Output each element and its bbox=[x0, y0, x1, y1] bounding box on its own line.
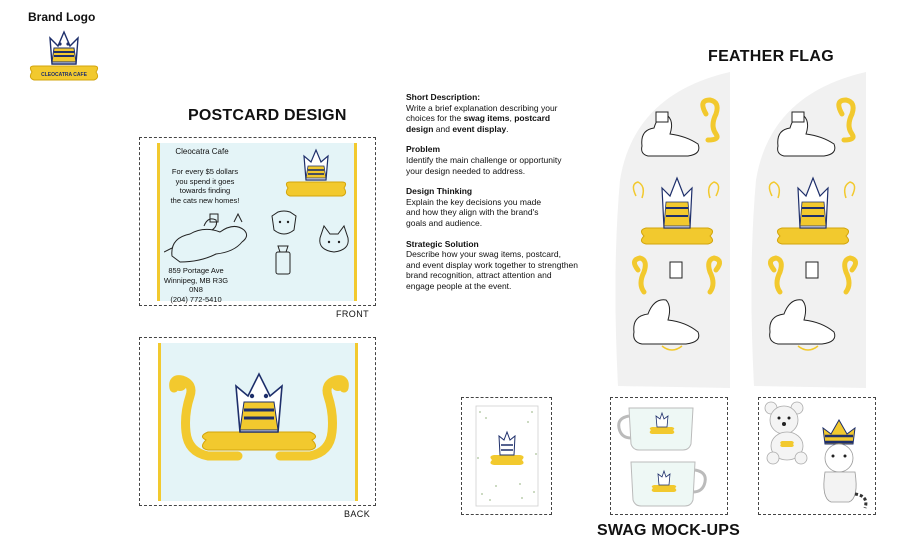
design-thinking-heading: Design Thinking bbox=[406, 186, 473, 197]
postcard-back-left-stripe bbox=[158, 343, 161, 501]
pet-doodles-illustration bbox=[268, 210, 358, 280]
short-description-section: Short Description: Write a brief explanation describing your choices for the swag items, postcard design and event display. bbox=[406, 92, 621, 134]
swag-mockups-heading: SWAG MOCK-UPS bbox=[597, 522, 741, 539]
swag-item-notebook bbox=[461, 397, 552, 515]
brand-logo bbox=[24, 28, 104, 92]
mugs-mockup bbox=[611, 398, 727, 514]
feather-flag-heading: FEATHER FLAG bbox=[708, 48, 834, 65]
notebook-mockup bbox=[462, 398, 551, 514]
postcard-back-logo-illustration bbox=[168, 366, 350, 486]
postcard-front-address: 859 Portage Ave Winnipeg, MB R3G 0N8 (204) 772-5410 bbox=[163, 266, 229, 304]
problem-section: Problem Identify the main challenge or opportunity your design needed to address. bbox=[406, 144, 621, 176]
reclining-cat-illustration bbox=[164, 208, 254, 268]
postcard-front-logo bbox=[284, 146, 348, 204]
postcard-front-title: Cleocatra Cafe bbox=[175, 147, 229, 156]
swag-item-mugs bbox=[610, 397, 728, 515]
feather-flag-1 bbox=[612, 70, 732, 390]
logo-banner-text: CLEOCATRA CAFE bbox=[41, 72, 87, 78]
postcard-front-offer: For every $5 dollars you spend it goes towards finding the cats new homes! bbox=[170, 167, 240, 205]
design-thinking-section: Design Thinking Explain the key decisions you made and how they align with the brand's goals and audience. bbox=[406, 186, 621, 228]
feather-flag-2 bbox=[748, 70, 868, 390]
postcard-front-label: FRONT bbox=[336, 309, 369, 319]
postcard-back-label: BACK bbox=[344, 509, 371, 519]
postcard-design-heading: POSTCARD DESIGN bbox=[188, 107, 347, 124]
strategic-solution-section: Strategic Solution Describe how your swag items, postcard, and event display work together to strengthen brand recognition, attract attention and engage people at the event. bbox=[406, 239, 621, 292]
problem-heading: Problem bbox=[406, 144, 441, 155]
short-description-heading: Short Description: bbox=[406, 92, 481, 102]
plush-toys-mockup bbox=[759, 398, 875, 514]
postcard-front bbox=[139, 137, 376, 306]
postcard-back bbox=[139, 337, 376, 506]
swag-item-plush-toys bbox=[758, 397, 876, 515]
postcard-back-right-stripe bbox=[355, 343, 358, 501]
strategic-solution-heading: Strategic Solution bbox=[406, 238, 479, 249]
brand-logo-heading: Brand Logo bbox=[28, 10, 96, 24]
design-description bbox=[406, 92, 621, 302]
